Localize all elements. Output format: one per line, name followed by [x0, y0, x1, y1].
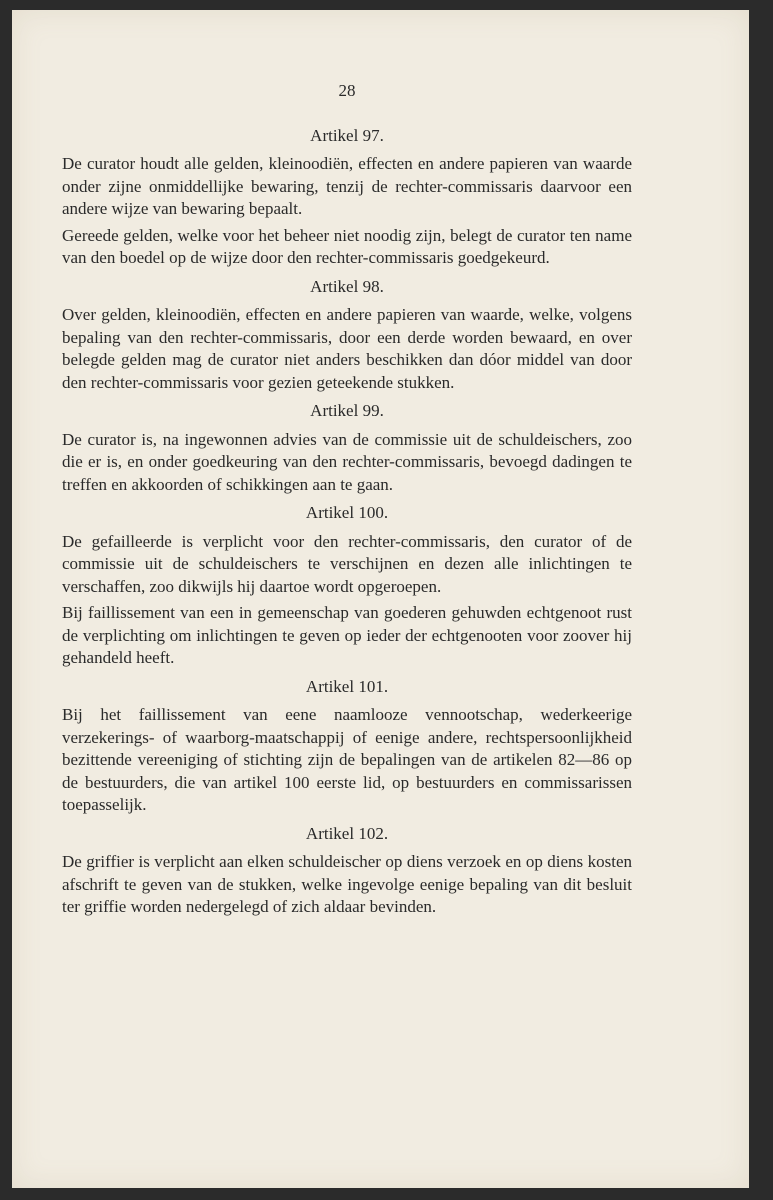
- article-paragraph: Bij faillissement van een in gemeenschap van goederen gehuwden echtgenoot rust de verplichting om inlichtingen te geven op ieder der echtgenooten voor zoover hij gehandeld heeft.: [62, 603, 632, 667]
- article-99: [62, 400, 632, 496]
- article-heading: Artikel 100.: [305, 503, 389, 522]
- article-paragraph: Bij het faillissement van eene naamlooze vennootschap, wederkeerige verzekerings- of waarborg-maatschappij of eenige andere, rechtspersoonlijkheid bezittende vereeniging of stichting zijn de bepalingen van de artikelen 82—86 op de bestuurders, die van artikel 100 eerste lid, op bestuurders en commissarissen toepasselijk.: [62, 705, 632, 814]
- article-heading: Artikel 101.: [305, 676, 389, 696]
- page-number: 28: [338, 81, 356, 100]
- article-102: [62, 823, 632, 919]
- article-paragraph: De griffier is verplicht aan elken schuldeischer op diens verzoek en op diens kosten afschrift te geven van de stukken, welke ingevolge eenige bepaling van dit besluit ter griffie worden nedergelegd of zich aldaar bevinden.: [62, 852, 632, 916]
- article-heading: Artikel 98.: [310, 276, 384, 296]
- document-page: [12, 10, 749, 1188]
- article-100: [62, 502, 632, 670]
- article-paragraph: De curator is, na ingewonnen advies van de commissie uit de schuldeischers, zoo die er is, en onder goedkeuring van den rechter-commissaris, bevoegd dadingen te treffen en akkoorden of schikkingen aan te gaan.: [62, 429, 632, 494]
- article-97: [62, 125, 632, 270]
- article-paragraph: De gefailleerde is verplicht voor den rechter-commissaris, den curator of de commissie uit de schuldeischers te verschijnen en dezen alle inlichtingen te verschaffen, zoo dikwijls hij daartoe wordt opgeroepen.: [62, 531, 632, 596]
- article-98: [62, 276, 632, 395]
- article-101: [62, 676, 632, 817]
- article-paragraph: Gereede gelden, welke voor het beheer niet noodig zijn, belegt de curator ten name van den boedel op de wijze door den rechter-commissaris goedgekeurd.: [62, 225, 632, 267]
- article-heading: Artikel 97.: [310, 125, 384, 145]
- page-content: [62, 80, 632, 925]
- article-heading: Artikel 102.: [305, 823, 389, 843]
- article-paragraph: De curator houdt alle gelden, kleinoodiën, effecten en andere papieren van waarde onder zijne onmiddellijke bewaring, tenzij de rechter-commissaris daarvoor een andere wijze van bewaring bepaalt.: [62, 154, 632, 218]
- article-heading: Artikel 99.: [310, 401, 384, 420]
- article-paragraph: Over gelden, kleinoodiën, effecten en andere papieren van waarde, welke, volgens bepaling van den rechter-commissaris, door een derde worden bewaard, en over belegde gelden mag de curator niet anders beschikken dan dóor middel van door den rechter-commissaris voor gezien geteekende stukken.: [62, 305, 632, 392]
